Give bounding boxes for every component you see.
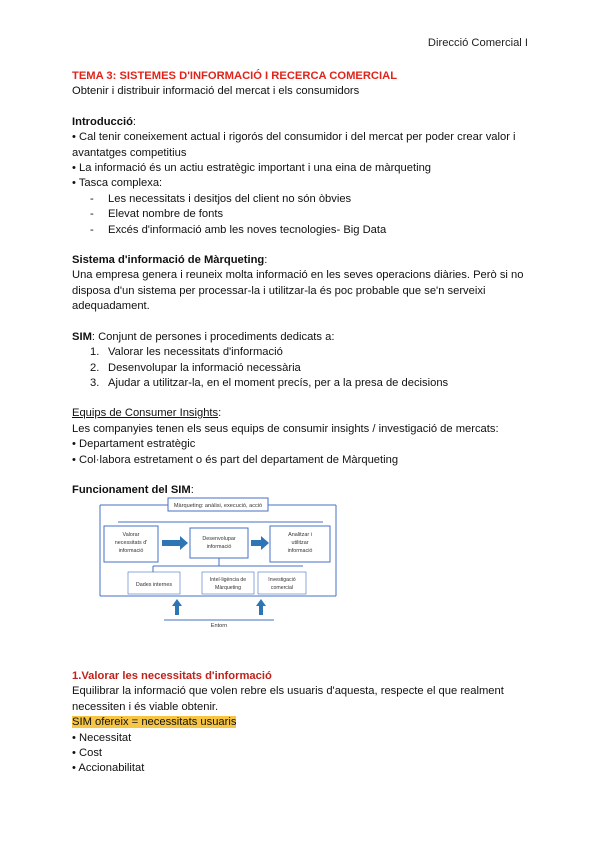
sub-intelligencia-line: Màrqueting — [215, 585, 241, 591]
marketing-bar-label: Màrqueting: anàlisi, execució, acció — [173, 503, 263, 509]
sub-investigacio-line: comercial — [270, 585, 294, 591]
sim-paragraph: Una empresa genera i reuneix molta informació en les seves operacions diàries. Però si no disposa d'un sistema per processar-la i utilitzar-la és poc probable que se'n serveixi adequadament. — [72, 269, 524, 313]
insights-bullet: • Departament estratègic — [72, 438, 196, 451]
intro-bullet: • La informació és un actiu estratègic important i una eina de màrqueting — [72, 162, 432, 175]
box-analitzar-line: informació — [287, 548, 313, 554]
intro-heading-text: Introducció — [72, 115, 133, 128]
sim-steps — [72, 345, 532, 391]
arrow-right-icon — [251, 536, 269, 550]
insights-paragraph: Les companyies tenen els seus equips de consumir insights / investigació de mercats: — [72, 422, 499, 435]
dash-item: - Excés d'informació amb les noves tecnologies- Big Data — [90, 223, 532, 238]
sim-heading-text: Sistema d'informació de Màrqueting — [72, 254, 265, 267]
highlight-text: SIM ofereix = necessitats usuaris — [72, 716, 237, 729]
box-desenvolupar — [190, 528, 248, 558]
sim-step — [90, 361, 532, 376]
sub-dades-label: Dades internes — [135, 582, 173, 588]
dash-item: - Les necessitats i desitjos del client no són òbvies — [90, 192, 532, 207]
insights-heading-text: Equips de Consumer Insights — [72, 407, 219, 420]
section1-paragraph: Equilibrar la informació que volen rebre els usuaris d'aquesta, respecte el que realment necessiten i és viable obtenir. — [72, 685, 504, 713]
step-text: Desenvolupar la informació necessària — [108, 361, 301, 374]
sim-step — [90, 376, 532, 391]
insights-bullet: • Col·labora estretament o és part del departament de Màrqueting — [72, 453, 399, 466]
box-analitzar-line: Analitzar i — [288, 532, 312, 538]
dash-item: - Elevat nombre de fonts — [90, 207, 532, 222]
sim-def-text: : Conjunt de persones i procediments dedicats a: — [91, 330, 335, 343]
step-number: 3. — [90, 376, 100, 389]
step-number: 2. — [90, 361, 100, 374]
section1-highlight-line — [72, 715, 532, 730]
section1-bullet: • Accionabilitat — [72, 762, 145, 775]
document-body — [72, 69, 532, 498]
arrow-up-icon — [256, 599, 266, 615]
sub-intelligencia-line: Intel·ligència de — [209, 577, 247, 583]
page-subtitle: Obtenir i distribuir informació del mercat i els consumidors — [72, 85, 360, 98]
func-heading-text: Funcionament del SIM — [72, 483, 191, 496]
entorn-label: Entorn — [210, 623, 228, 629]
section1-bullet: • Necessitat — [72, 731, 132, 744]
arrow-up-icon — [172, 599, 182, 615]
section1-bullet: • Cost — [72, 747, 103, 760]
section1-body — [72, 669, 532, 777]
box-valorar-line: Valorar — [122, 532, 140, 538]
insights-heading — [72, 406, 532, 421]
sim-step — [90, 345, 532, 360]
sim-diagram — [98, 496, 344, 630]
intro-heading — [72, 115, 532, 130]
sim-heading — [72, 253, 532, 268]
step-text: Ajudar a utilitzar-la, en el moment precís, per a la presa de decisions — [108, 376, 449, 389]
sim-definition — [72, 330, 532, 345]
box-analitzar-line: utilitzar — [291, 540, 309, 546]
intro-bullet: • Tasca complexa: — [72, 177, 163, 190]
box-desenvolupar-line: informació — [206, 544, 232, 550]
step-text: Valorar les necessitats d'informació — [108, 346, 283, 359]
page-title: TEMA 3: SISTEMES D'INFORMACIÓ I RECERCA COMERCIAL — [72, 70, 398, 82]
intro-colon: : — [132, 115, 137, 128]
intro-dash-list — [72, 192, 532, 238]
page-header: Direcció Comercial I — [427, 37, 528, 49]
box-valorar-line: informació — [118, 548, 144, 554]
box-desenvolupar-line: Desenvolupar — [202, 536, 236, 542]
sim-label: SIM — [72, 330, 92, 343]
box-valorar-line: necessitats d' — [114, 540, 148, 546]
sim-colon: : — [264, 254, 268, 267]
intro-bullet: • Cal tenir coneixement actual i rigorós del consumidor i del mercat per poder crear valor i avantatges competitius — [72, 131, 516, 159]
section1-heading: 1.Valorar les necessitats d'informació — [72, 670, 272, 682]
step-number: 1. — [90, 346, 100, 359]
insights-colon: : — [218, 407, 222, 420]
func-colon: : — [190, 483, 194, 496]
arrow-right-icon — [162, 536, 188, 550]
sub-investigacio-line: Investigació — [268, 577, 296, 583]
